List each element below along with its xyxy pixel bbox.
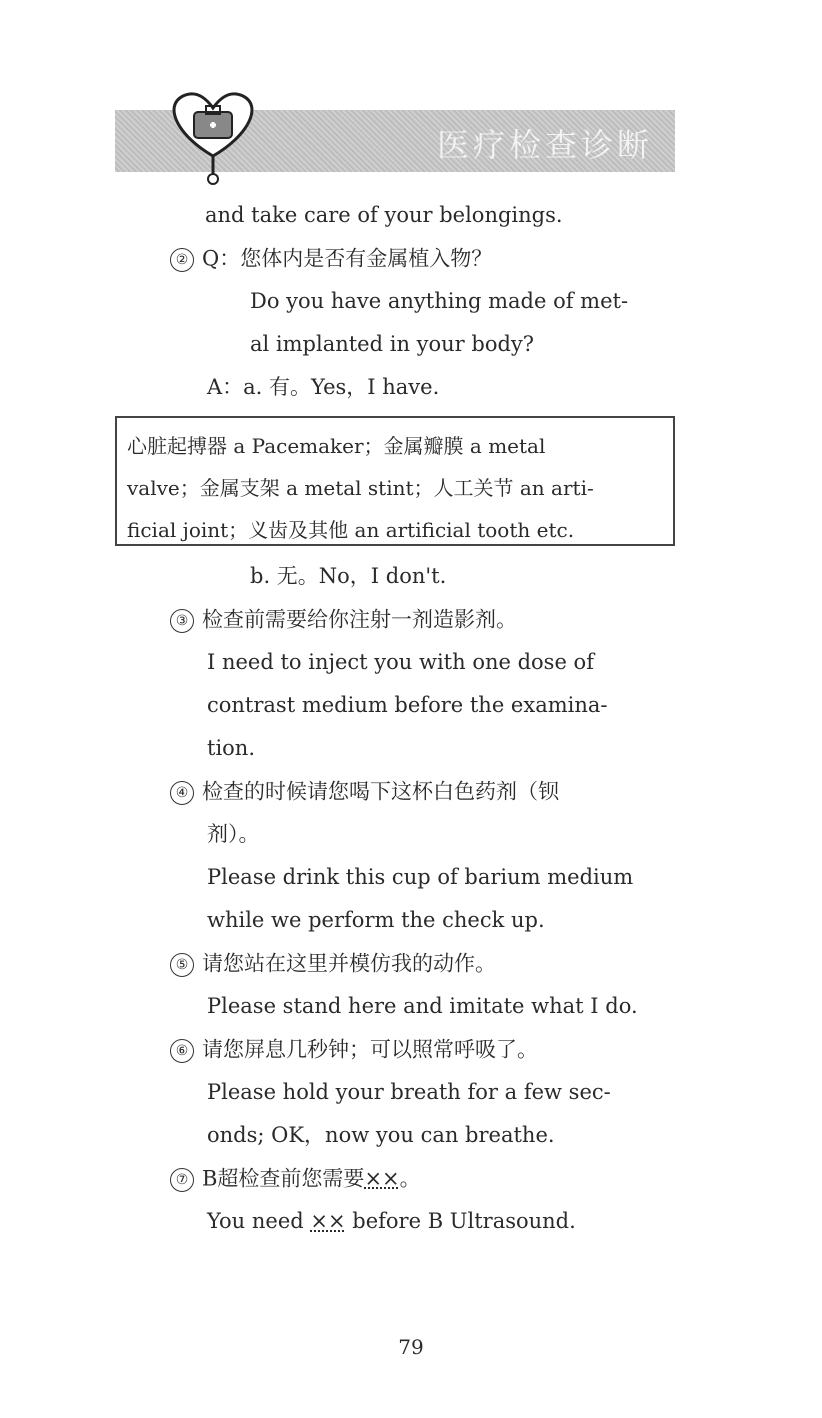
item-number: ⑦: [170, 1168, 194, 1192]
list-item-7: [170, 1168, 421, 1192]
text-segment: before B Ultrasound.: [345, 1209, 576, 1233]
text-line: Please drink this cup of barium medium: [207, 865, 634, 889]
blank-placeholder: ××: [364, 1166, 400, 1191]
item-number: ⑥: [170, 1039, 194, 1063]
answer-yes: A：a. 有。Yes，I have.: [207, 375, 440, 399]
blank-placeholder: ××: [310, 1209, 346, 1233]
text-line: al implanted in your body?: [250, 332, 535, 356]
text-line: I need to inject you with one dose of: [207, 650, 594, 674]
text-line: Please stand here and imitate what I do.: [207, 994, 638, 1018]
text-line: onds; OK，now you can breathe.: [207, 1123, 555, 1147]
list-item-4: [170, 781, 559, 805]
list-item-5: [170, 953, 496, 977]
sentence-zh: 请您屏息几秒钟；可以照常呼吸了。: [202, 1037, 538, 1062]
note-line: ficial joint；义齿及其他 an artificial tooth etc.: [127, 518, 575, 542]
text-line: Please hold your breath for a few sec-: [207, 1080, 611, 1104]
sentence-zh: B超检查前您需要: [202, 1166, 365, 1191]
note-line: 心脏起搏器 a Pacemaker；金属瓣膜 a metal: [127, 434, 546, 458]
sentence-zh: 请您站在这里并模仿我的动作。: [202, 951, 496, 976]
text-line: and take care of your belongings.: [205, 203, 563, 227]
stethoscope-icon: [158, 86, 268, 196]
text-line: Do you have anything made of met-: [250, 289, 629, 313]
text-segment: You need: [207, 1209, 311, 1233]
page-number: 79: [398, 1335, 424, 1359]
item-number: ②: [170, 248, 194, 272]
note-line: valve；金属支架 a metal stint；人工关节 an arti-: [127, 476, 594, 500]
text-line: 剂）。: [207, 822, 260, 846]
text-line: [207, 1211, 576, 1232]
question-zh: Q：您体内是否有金属植入物？: [202, 246, 493, 271]
item-number: ⑤: [170, 953, 194, 977]
section-title: 医疗检查诊断: [436, 126, 653, 164]
sentence-zh: 检查的时候请您喝下这杯白色药剂（钡: [202, 779, 559, 804]
note-box: [115, 416, 675, 546]
text-line: tion.: [207, 736, 255, 760]
item-number: ④: [170, 781, 194, 805]
text-line: while we perform the check up.: [207, 908, 545, 932]
answer-no: b. 无。No，I don't.: [250, 564, 447, 588]
item-number: ③: [170, 609, 194, 633]
list-item-2: [170, 248, 492, 272]
list-item-6: [170, 1039, 538, 1063]
sentence-zh: 检查前需要给你注射一剂造影剂。: [202, 607, 517, 632]
punctuation: 。: [399, 1166, 421, 1191]
text-line: contrast medium before the examina-: [207, 693, 608, 717]
list-item-3: [170, 609, 517, 633]
